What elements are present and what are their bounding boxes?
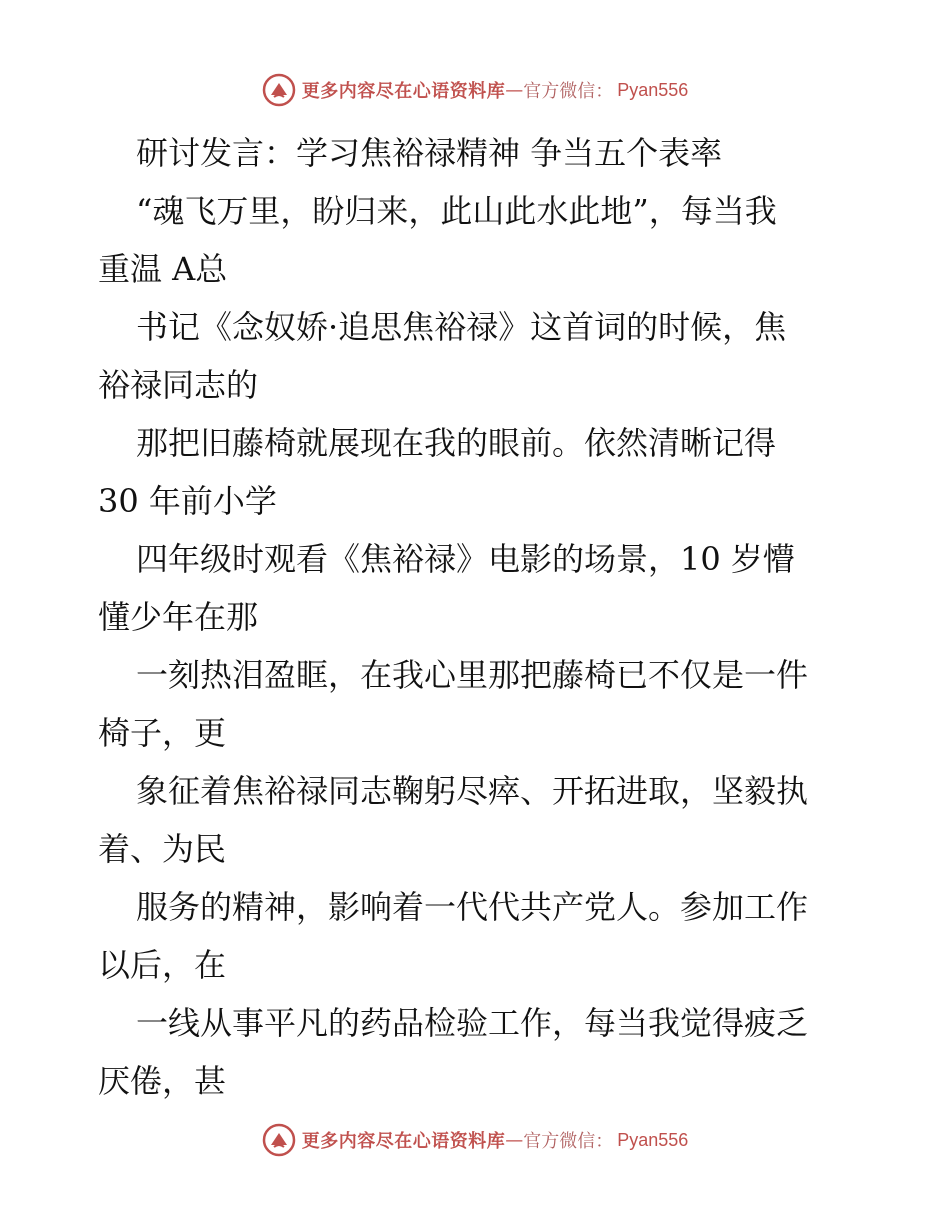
text-line: 着、为民 (98, 830, 227, 868)
header-wechat-label: 官方微信： (523, 81, 614, 102)
document-title: 研讨发言：学习焦裕禄精神 争当五个表率 (136, 134, 723, 172)
text-line: “魂飞万里，盼归来，此山此水此地”，每当我 (136, 192, 777, 230)
header-brand-text: 更多内容尽在心语资料库 (301, 81, 506, 102)
text-line: 30 年前小学 (98, 482, 277, 520)
footer-wechat-label: 官方微信： (523, 1131, 614, 1152)
text-line: 懂少年在那 (98, 598, 259, 636)
text-line: 一线从事平凡的药品检验工作，每当我觉得疲乏 (136, 1004, 809, 1042)
text-line: 裕禄同志的 (98, 366, 259, 404)
text-line: 椅子，更 (98, 714, 227, 752)
header-banner (0, 70, 950, 110)
document-body (98, 124, 858, 1110)
book-logo-icon (262, 1123, 296, 1157)
header-separator: — (505, 79, 524, 101)
footer-wechat-id: Pyan556 (617, 1129, 689, 1150)
text-line: 服务的精神，影响着一代代共产党人。参加工作 (136, 888, 809, 926)
footer-banner (0, 1120, 950, 1160)
text-line: 四年级时观看《焦裕禄》电影的场景，10 岁懵 (136, 540, 795, 578)
footer-separator: — (505, 1129, 524, 1151)
book-logo-icon (262, 73, 296, 107)
text-line: 厌倦，甚 (98, 1062, 227, 1100)
text-line: 象征着焦裕禄同志鞠躬尽瘁、开拓进取，坚毅执 (136, 772, 809, 810)
text-line: 以后，在 (98, 946, 227, 984)
header-wechat-id: Pyan556 (617, 79, 689, 100)
text-line: 一刻热泪盈眶，在我心里那把藤椅已不仅是一件 (136, 656, 809, 694)
text-line: 书记《念奴娇·追思焦裕禄》这首词的时候，焦 (136, 308, 787, 346)
footer-brand-text: 更多内容尽在心语资料库 (301, 1131, 506, 1152)
text-line: 重温 A总 (98, 250, 228, 288)
text-line: 那把旧藤椅就展现在我的眼前。依然清晰记得 (136, 424, 777, 462)
